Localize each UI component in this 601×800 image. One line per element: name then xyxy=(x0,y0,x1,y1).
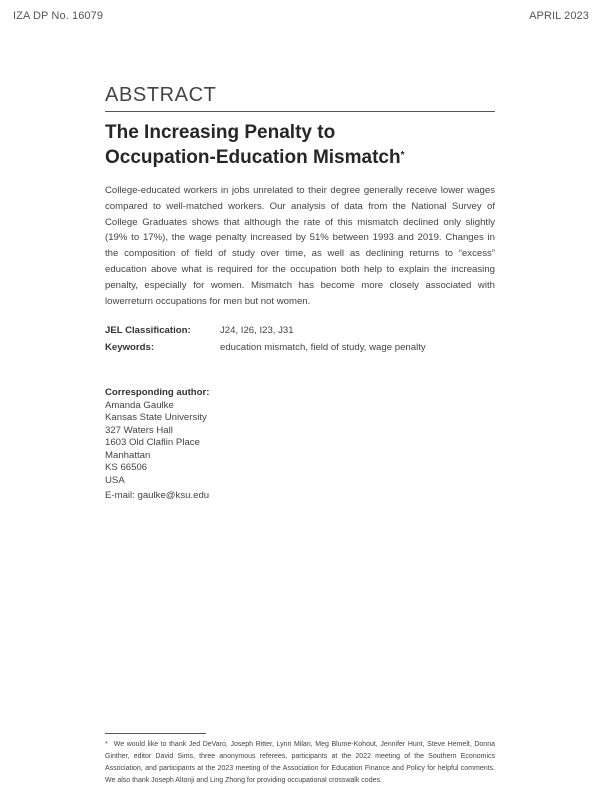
author-name: Amanda Gaulke xyxy=(105,399,174,411)
footnote-text: We would like to thank Jed DeVaro, Joseph Ritter, Lynn Milan, Meg Blume-Kohout, Jennifer Hunt, Steve Hemelt, Donna Ginther, editor David Sims, three anonymous referees, participants at the 2022 meeting of the Southern Economics Association, and participants at the 2023 meeting of the Association for Education Finance and Policy for helpful comments. We also thank Joseph Altonji and Ling Zhong for providing occupational crosswalk codes. xyxy=(105,741,495,784)
title-line-2: Occupation-Education Mismatch xyxy=(105,147,401,168)
title-line-1: The Increasing Penalty to xyxy=(105,122,336,143)
footnote-rule xyxy=(105,733,206,734)
paper-title xyxy=(105,120,505,170)
jel-label: JEL Classification: xyxy=(105,325,191,336)
abstract-body: College-educated workers in jobs unrelated to their degree generally receive lower wages compared to well-matched workers. Our analysis of data from the National Survey of College Graduates shows that although the rate of this mismatch declined only slightly (19% to 17%), the wage penalty increased by 51% between 1993 and 2019. Changes in the composition of field of study over time, as well as declining returns to “excess” education above what is required for the occupation both help to explain the increasing penalty, especially for women. Mismatch has become more closely associated with lowerreturn occupations for men but not women. xyxy=(105,185,495,307)
author-institution: Kansas State University xyxy=(105,412,207,423)
author-city: Manhattan xyxy=(105,449,151,461)
author-address-line-1: 327 Waters Hall xyxy=(105,424,173,436)
abstract-heading: ABSTRACT xyxy=(105,84,217,106)
footnote xyxy=(105,739,495,787)
jel-value: J24, I26, I23, J31 xyxy=(220,325,294,336)
publication-date: APRIL 2023 xyxy=(529,10,589,22)
heading-rule xyxy=(105,111,495,112)
footnote-mark: * xyxy=(105,741,108,748)
author-address-line-2: 1603 Old Claflin Place xyxy=(105,437,200,448)
author-state-zip: KS 66506 xyxy=(105,462,148,473)
keywords-label: Keywords: xyxy=(105,342,155,353)
author-country: USA xyxy=(105,474,125,486)
title-footnote-mark: * xyxy=(400,150,405,161)
author-email: E-mail: gaulke@ksu.edu xyxy=(105,490,210,501)
corresponding-author-block xyxy=(105,387,209,503)
keywords-value: education mismatch, field of study, wage penalty xyxy=(220,342,426,353)
series-number: IZA DP No. 16079 xyxy=(13,10,104,22)
corresponding-author-label: Corresponding author: xyxy=(105,387,210,398)
